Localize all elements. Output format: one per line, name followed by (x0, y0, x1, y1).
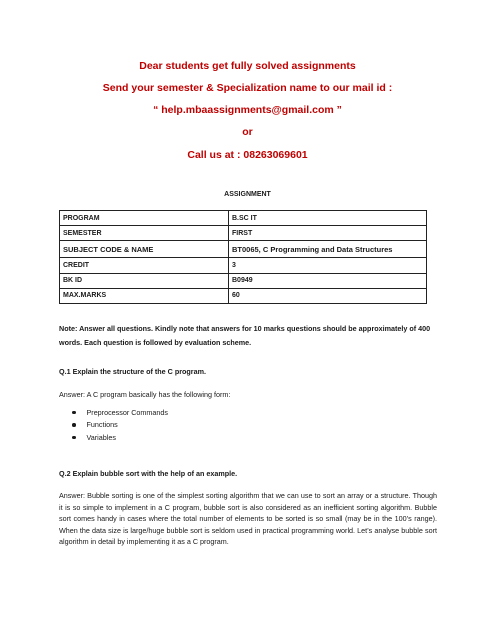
table-value: BT0065, C Programming and Data Structures (229, 241, 427, 258)
bullet-list (72, 406, 168, 444)
answer-2: Answer: Bubble sorting is one of the simplest sorting algorithm that we can use to sort an array or a structure. Though it is so simple to implement in a C program, bubble sort is also considered as an inefficient sorting algorithm. Bubble sort comes handy in cases where the total number of elements to be sorted is so small (may be in the 100’s range). When the data size is large/huge bubble sort is seldom used in practical programming world. Let’s analyse bubble sort algorithm in detail by implementing it as a C program. (59, 491, 437, 546)
table-key: CREDIT (60, 258, 229, 273)
table-key: PROGRAM (60, 211, 229, 226)
assignment-info-table (59, 210, 427, 304)
table-row (60, 241, 427, 258)
table-row (60, 226, 427, 241)
bullet-icon (72, 423, 76, 427)
table-value: 3 (229, 258, 427, 273)
promo-headline: Dear students get fully solved assignments (139, 60, 356, 72)
table-value: FIRST (229, 226, 427, 241)
table-value: 60 (229, 288, 427, 303)
table-value: B0949 (229, 273, 427, 288)
table-key: SEMESTER (60, 226, 229, 241)
table-row (60, 288, 427, 303)
assignment-title: ASSIGNMENT (224, 191, 271, 198)
question-1: Q.1 Explain the structure of the C program. (59, 367, 206, 376)
note-paragraph: Note: Answer all questions. Kindly note that answers for 10 marks questions should be approximately of 400 words. Each question is followed by evaluation scheme. (59, 324, 431, 347)
promo-email: “ help.mbaassignments@gmail.com ” (153, 104, 342, 116)
list-item-text: Variables (86, 432, 116, 442)
table-row (60, 258, 427, 273)
answer-1-intro: Answer: A C program basically has the following form: (59, 390, 231, 399)
question-2: Q.2 Explain bubble sort with the help of an example. (59, 469, 238, 478)
promo-or: or (242, 126, 253, 138)
list-item-text: Preprocessor Commands (86, 407, 168, 417)
list-item (72, 406, 168, 419)
list-item (72, 419, 168, 432)
table-key: SUBJECT CODE & NAME (60, 241, 229, 258)
table-value: B.SC IT (229, 211, 427, 226)
promo-phone: Call us at : 08263069601 (187, 149, 308, 161)
list-item (72, 431, 168, 444)
table-row (60, 273, 427, 288)
bullet-icon (72, 436, 76, 440)
promo-instruction: Send your semester & Specialization name to our mail id : (102, 82, 393, 94)
table-key: MAX.MARKS (60, 288, 229, 303)
table-key: BK ID (60, 273, 229, 288)
bullet-icon (72, 411, 76, 415)
table-row (60, 211, 427, 226)
list-item-text: Functions (86, 420, 118, 430)
